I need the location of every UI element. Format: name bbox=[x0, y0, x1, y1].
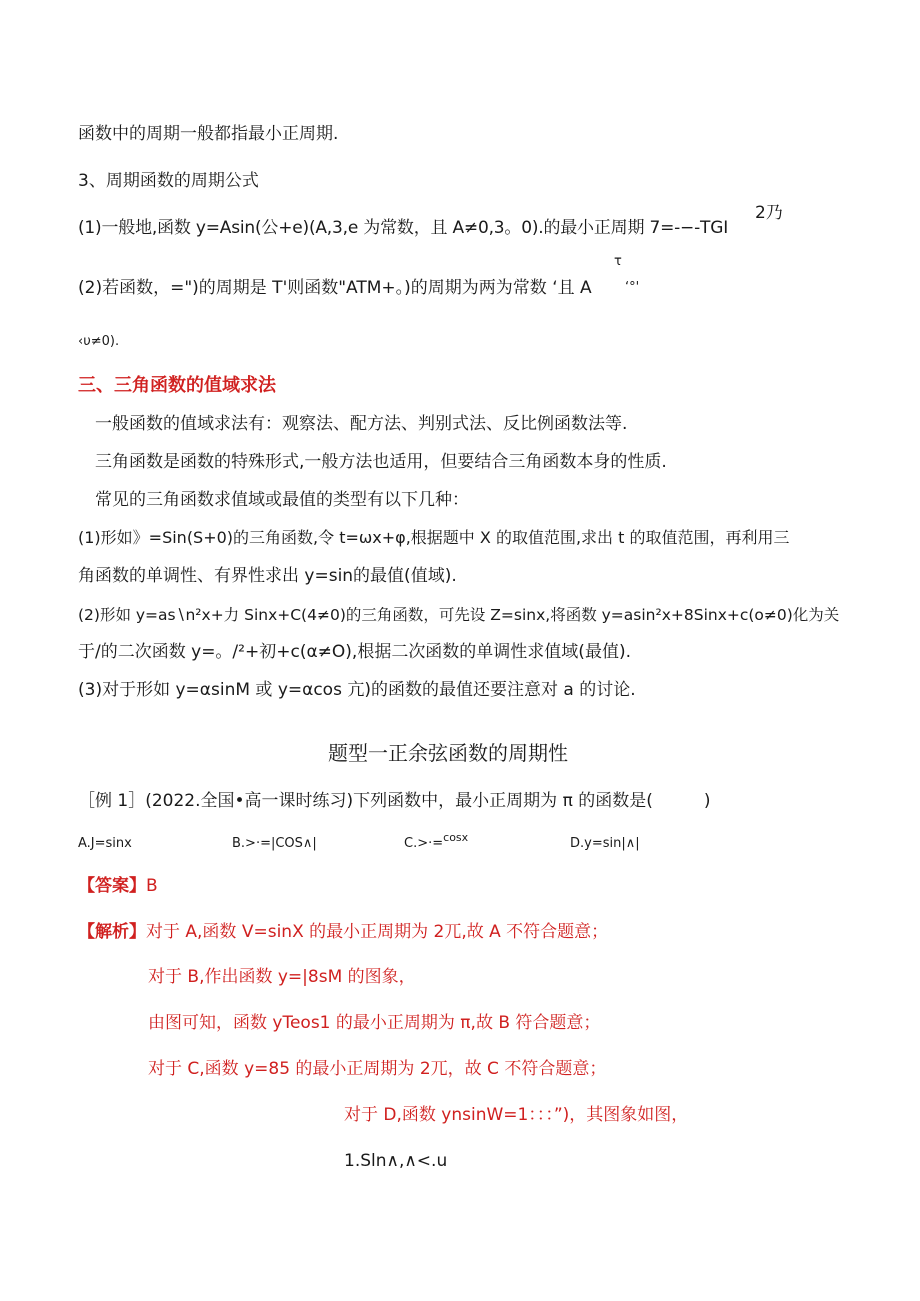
text-line: ‹υ≠0). bbox=[78, 334, 120, 349]
analysis-line bbox=[78, 921, 608, 943]
formula-fragment: ‘°' bbox=[625, 280, 640, 295]
option-a: A.J=sinx bbox=[78, 836, 132, 851]
analysis-line: 对于 D,函数 ynsinW=1：：：”)，其图象如图， bbox=[344, 1105, 689, 1125]
option-c-text: C.>·= bbox=[404, 836, 444, 851]
analysis-line: 由图可知，函数 yTeos1 的最小正周期为 π,故 B 符合题意； bbox=[148, 1013, 601, 1033]
formula-fragment: 2乃 bbox=[755, 203, 783, 223]
paragraph: 于/的二次函数 y=。/²+初+c(α≠O),根据二次函数的单调性求值域(最值). bbox=[78, 642, 631, 662]
option-b: B.>·=|COS∧| bbox=[232, 836, 317, 851]
section-heading-range-methods: 三、三角函数的值域求法 bbox=[78, 375, 276, 396]
option-c-superscript: cosx bbox=[443, 831, 469, 844]
option-c bbox=[404, 833, 468, 855]
paragraph: (3)对于形如 y=αsinM 或 y=αcos 亢)的函数的最值还要注意对 a 的讨论. bbox=[78, 680, 636, 700]
paragraph: 三角函数是函数的特殊形式,一般方法也适用，但要结合三角函数本身的性质. bbox=[95, 452, 667, 472]
answer-label: 【答案】 bbox=[78, 876, 146, 896]
paragraph: (2)形如 y=as∖n²x+力 Sinx+C(4≠0)的三角函数，可先设 Z=sinx,将函数 y=asin²x+8Sinx+c(o≠0)化为关 bbox=[78, 606, 840, 624]
text-line: (1)一般地,函数 y=Asin(公+e)(A,3,e 为常数，且 A≠0,3。0).的最小正周期 7=-−-TGI bbox=[78, 218, 729, 238]
example-question: ［例 1］(2022.全国•高一课时练习)下列函数中，最小正周期为 π 的函数是( ) bbox=[78, 791, 711, 811]
analysis-text: 对于 A,函数 V=sinX 的最小正周期为 2兀,故 A 不符合题意； bbox=[146, 922, 609, 942]
subheading-period-formula: 3、周期函数的周期公式 bbox=[78, 171, 259, 191]
paragraph: 角函数的单调性、有界性求出 y=sin的最值(值域). bbox=[78, 566, 457, 586]
analysis-line: 对于 B,作出函数 y=|8sM 的图象， bbox=[148, 967, 416, 987]
text-line: (2)若函数，=")的周期是 T'则函数"ATM+。)的周期为两为常数 ‘且 A bbox=[78, 278, 592, 298]
text-line: 函数中的周期一般都指最小正周期. bbox=[78, 124, 339, 144]
option-d: D.y=sin|∧| bbox=[570, 836, 640, 851]
formula-line: 1.Sln∧,∧<.u bbox=[344, 1151, 448, 1171]
paragraph: 一般函数的值域求法有：观察法、配方法、判别式法、反比例函数法等. bbox=[95, 414, 628, 434]
page-heading: 题型一正余弦函数的周期性 bbox=[328, 741, 568, 765]
analysis-label: 【解析】 bbox=[78, 922, 146, 942]
paragraph: 常见的三角函数求值域或最值的类型有以下几种： bbox=[95, 490, 469, 510]
paragraph: (1)形如》=Sin(S+0)的三角函数,令 t=ωx+φ,根据题中 X 的取值范围,求出 t 的取值范围，再利用三 bbox=[78, 528, 790, 547]
answer-line bbox=[78, 875, 158, 897]
formula-fragment: τ bbox=[614, 254, 622, 269]
answer-value: B bbox=[146, 876, 158, 896]
analysis-line: 对于 C,函数 y=85 的最小正周期为 2兀，故 C 不符合题意； bbox=[148, 1059, 607, 1079]
